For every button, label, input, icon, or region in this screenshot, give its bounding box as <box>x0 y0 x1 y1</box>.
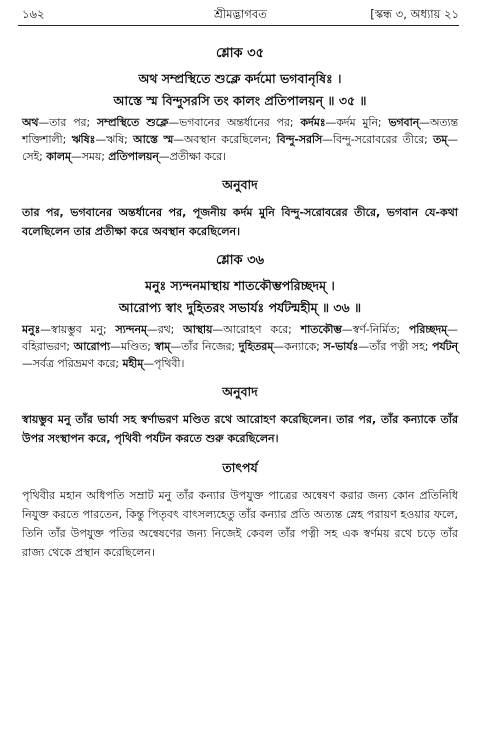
verse-35-title: শ্লোক ৩৫ <box>215 46 265 61</box>
synonym-meaning: তাঁর নিজের; <box>181 340 239 353</box>
verse-36-line-2: আরোপ্য স্বাং দুহিতরং সভার্যঃ পর্যটন্মহীম্ ॥ ৩৬ ॥ <box>118 300 362 315</box>
synonym-word: ভগবান্ <box>388 116 420 129</box>
synonym-meaning: স্বর্ণ-নির্মিত; <box>352 323 409 336</box>
synonym-meaning: আরোহণ করে; <box>223 323 301 336</box>
header-rule <box>18 25 459 26</box>
verse-36-line-1: মনুঃ স্যন্দনমাস্থায় শাতকৌম্ভপরিচ্ছদম্ । <box>145 278 335 293</box>
synonym-meaning: সর্বত্র পরিভ্রমণ করে; <box>32 357 123 370</box>
synonym-meaning: বিন্দু-সরোবরের তীরে; <box>332 133 434 146</box>
synonym-word: প্রতিপালয়ন্ <box>108 150 159 163</box>
verse-35-line-2: আস্তে স্ম বিন্দুসরসি তং কালং প্রতিপালয়ন্ ॥ ৩৫ ॥ <box>113 93 367 108</box>
synonym-word: বিন্দু-সরসি <box>276 133 323 146</box>
synonym-meaning: তার পর; <box>49 116 98 129</box>
book-title: শ্রীমদ্ভাগবত <box>214 7 267 21</box>
synonym-word: সম্প্রস্থিতে শুক্লে <box>97 116 169 129</box>
synonym-meaning: মণ্ডিত; <box>120 340 155 353</box>
synonym-word: পরিচ্ছদম্ <box>408 323 448 336</box>
synonym-word: অথ <box>22 116 39 129</box>
synonym-word: শাতকৌম্ভ <box>300 323 342 336</box>
synonym-meaning: রথ; <box>157 323 184 336</box>
synonym-meaning: সেই; <box>22 150 47 163</box>
synonym-meaning: ভগবানের অন্তর্ধানের পর; <box>179 116 301 129</box>
synonym-meaning: অবস্থান করেছিলেন; <box>183 133 277 146</box>
synonym-word: আরোপ্য <box>73 340 111 353</box>
synonym-word: স্বাম্ <box>154 340 171 353</box>
synonym-word: কর্দমঃ <box>300 116 326 129</box>
synonym-meaning: কর্দম মুনি; <box>336 116 389 129</box>
synonym-meaning: পৃথিবী। <box>154 357 185 370</box>
synonym-word: আস্থায় <box>183 323 213 336</box>
synonym-word: কালম্ <box>46 150 71 163</box>
verse-36-translation-heading: অনুবাদ <box>222 384 258 399</box>
synonym-word: পর্যটন্ <box>432 340 458 353</box>
synonym-meaning: ঋষি; <box>106 133 134 146</box>
page-header <box>22 6 459 24</box>
synonym-word: মনুঃ <box>22 323 41 336</box>
page-content <box>22 44 458 562</box>
synonym-word: আস্তে স্ম <box>133 133 174 146</box>
synonym-word: তম্ <box>433 133 448 146</box>
chapter-reference: [স্কন্ধ ৩, অধ্যায় ২১ <box>370 7 459 21</box>
synonym-meaning: অত্যন্ত শক্তিশালী; <box>22 116 458 146</box>
verse-35-line-1: অথ সম্প্রস্থিতে শুক্লে কর্দমো ভগবানৃষিঃ । <box>138 71 342 86</box>
synonym-word: ঋষিঃ <box>71 133 96 146</box>
verse-36-translation: স্বায়ম্ভুব মনু তাঁর ভার্যা সহ স্বর্ণাভরণ মণ্ডিত রথে আরোহণ করেছিলেন। তার পর, তাঁর কন্যাকে তাঁর উপর সংস্থাপন করে, পৃথিবী পর্যটন করতে শুরু করেছিলেন। <box>22 413 458 445</box>
synonym-word: স্যন্দনম্ <box>115 323 147 336</box>
synonym-meaning: স্বায়ম্ভুব মনু; <box>51 323 116 336</box>
verse-36-title: শ্লোক ৩৬ <box>215 253 265 268</box>
verse-35-translation: তার পর, ভগবানের অন্তর্ধানের পর, পূজনীয় কর্দম মুনি বিন্দু-সরোবরের তীরে, ভগবান যে-কথা বলেছিলেন তার প্রতীক্ষা করে অবস্থান করেছিলেন। <box>22 206 458 238</box>
synonym-word: মহীম্ <box>122 357 144 370</box>
verse-35-translation-heading: অনুবাদ <box>222 177 258 192</box>
verse-36-synonyms: মনুঃ—স্বায়ম্ভুব মনু; স্যন্দনম্—রথ; আস্থায়—আরোহণ করে; শাতকৌম্ভ—স্বর্ণ-নির্মিত; পরিচ্ছদম্—বহিরাভরণ; আরোপ্য—মণ্ডিত; স্বাম্—তাঁর নিজের; দুহিতরম্—কন্যাকে; স-ভার্যঃ—তাঁর পত্নী সহ; পর্যটন্—সর্বত্র পরিভ্রমণ করে; মহীম্—পৃথিবী। <box>22 323 458 370</box>
synonym-word: দুহিতরম্ <box>238 340 274 353</box>
purport-heading: তাৎপর্য <box>222 460 258 475</box>
purport-text: পৃথিবীর মহান অধিপতি সম্রাট মনু তাঁর কন্যার উপযুক্ত পাত্রের অন্বেষণ করার জন্য কোন প্রতিনিধি নিযুক্ত করতে পারতেন, কিন্তু পিতৃবৎ বাৎসল্যহেতু তাঁর কন্যার প্রতি অত্যন্ত স্নেহ পরায়ণ হওয়ার ফলে, তিনি তাঁর উপযুক্ত পতির অন্বেষণের জন্য নিজেই কেবল তাঁর পত্নী সহ এক স্বর্ণময় রথে চড়ে তাঁর রাজ্য থেকে প্রস্থান করেছিলেন। <box>22 489 458 559</box>
synonym-meaning: বহিরাভরণ; <box>22 340 74 353</box>
synonym-meaning: তাঁর পত্নী সহ; <box>369 340 433 353</box>
verse-35-synonyms: অথ—তার পর; সম্প্রস্থিতে শুক্লে—ভগবানের অন্তর্ধানের পর; কর্দমঃ—কর্দম মুনি; ভগবান্—অত্যন্ত শক্তিশালী; ঋষিঃ—ঋষি; আস্তে স্ম—অবস্থান করেছিলেন; বিন্দু-সরসি—বিন্দু-সরোবরের তীরে; তম্—সেই; কালম্—সময়; প্রতিপালয়ন্—প্রতীক্ষা করে। <box>22 116 458 163</box>
synonym-word: স-ভার্যঃ <box>323 340 359 353</box>
page-number: ১৬২ <box>22 7 45 21</box>
synonym-meaning: প্রতীক্ষা করে। <box>169 150 226 163</box>
synonym-meaning: কন্যাকে; <box>284 340 324 353</box>
synonym-meaning: সময়; <box>81 150 109 163</box>
